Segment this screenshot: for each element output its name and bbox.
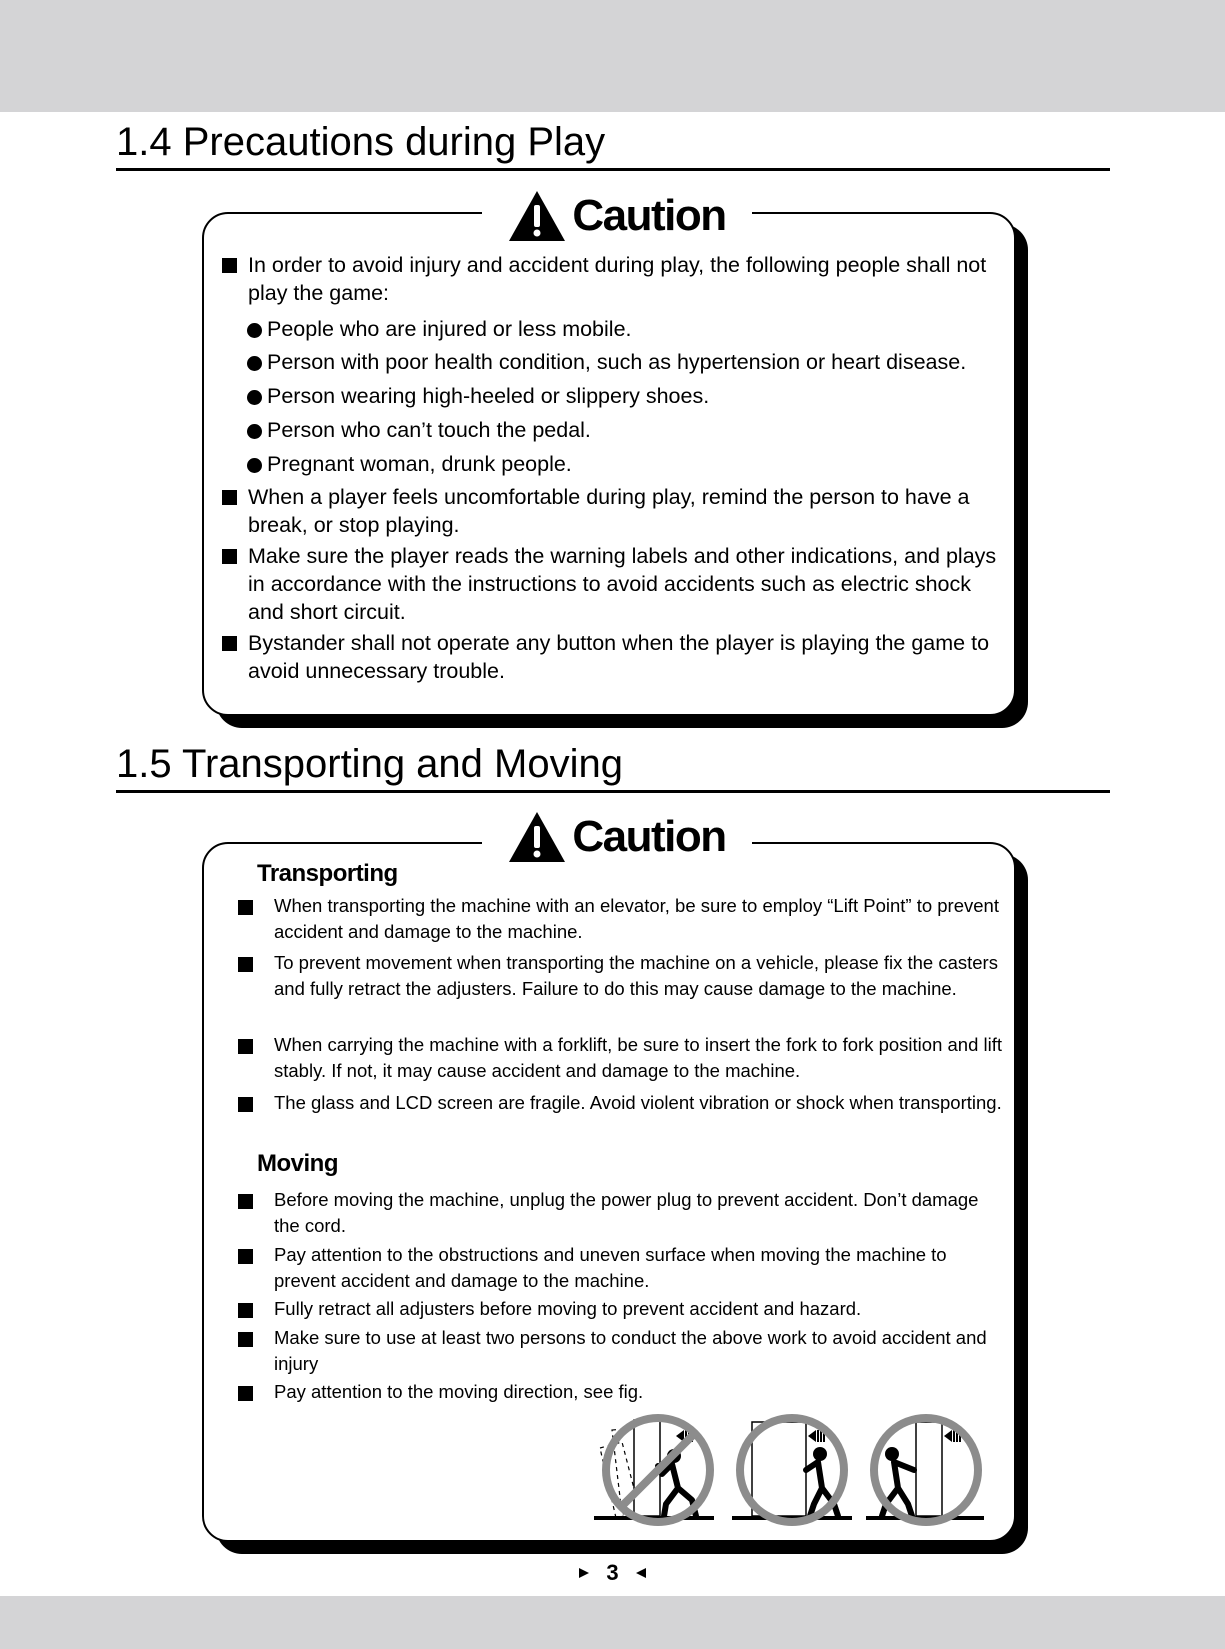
square-bullet-icon [238,1249,253,1264]
triangle-left-icon [635,1567,647,1579]
square-bullet-icon [238,1303,253,1318]
caution-label: Caution [572,812,726,861]
transporting-heading: Transporting [257,860,398,887]
square-bullet-icon [238,1194,253,1209]
round-bullet-icon [247,458,262,473]
round-bullet-icon [247,356,262,371]
prohibited-pushing-figure [732,1418,852,1522]
warning-triangle-icon [508,190,566,242]
square-bullet-icon [238,1039,253,1054]
square-bullet-icon [238,1386,253,1401]
caution-header [482,805,752,869]
square-bullet-icon [238,1332,253,1347]
round-bullet-icon [247,323,262,338]
caution-header [482,184,752,248]
prohibited-tipping-figure [594,1418,714,1522]
square-bullet-icon [222,636,237,651]
warning-triangle-icon [508,811,566,863]
round-bullet-icon [247,424,262,439]
square-bullet-icon [222,490,237,505]
square-bullet-icon [238,900,253,915]
round-bullet-icon [247,390,262,405]
square-bullet-icon [238,1097,253,1112]
triangle-right-icon [578,1567,590,1579]
bottom-margin-band [0,1596,1225,1649]
square-bullet-icon [222,258,237,273]
moving-direction-figures [592,1408,984,1532]
square-bullet-icon [238,957,253,972]
correct-pulling-figure [866,1418,984,1522]
top-margin-band [0,0,1225,112]
section-title-transporting: 1.5 Transporting and Moving [116,740,1110,793]
page-number: 3 [560,1558,665,1588]
moving-heading: Moving [257,1150,338,1177]
caution-label: Caution [572,191,726,240]
square-bullet-icon [222,549,237,564]
section-title-precautions: 1.4 Precautions during Play [116,118,1110,171]
